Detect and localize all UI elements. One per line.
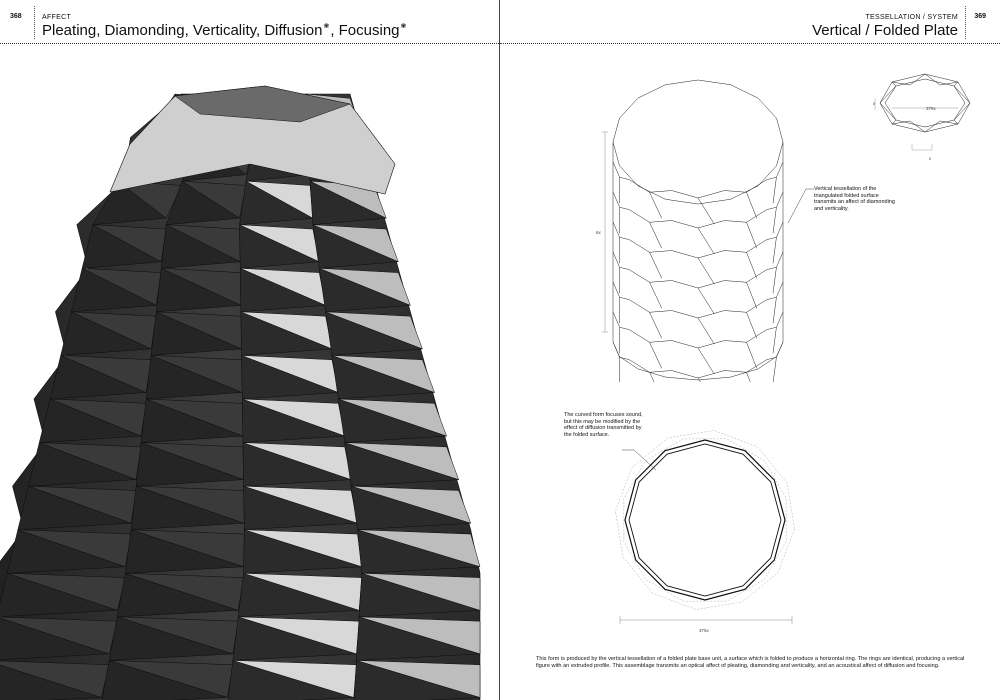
section-label: TESSELLATION / SYSTEM bbox=[865, 14, 958, 21]
header-separator bbox=[965, 6, 966, 39]
page-number-right: 369 bbox=[974, 13, 986, 20]
plan-width-dimension-line bbox=[618, 614, 794, 626]
height-dimension: 6x bbox=[596, 230, 601, 235]
ring-section-drawing bbox=[870, 68, 980, 168]
caption-leader bbox=[786, 186, 816, 226]
page-title bbox=[42, 22, 407, 39]
folded-tower-render bbox=[0, 44, 499, 700]
cylinder-elevation-drawing bbox=[598, 72, 798, 382]
ring-depth-dimension: x bbox=[873, 101, 876, 106]
page-number-left: 368 bbox=[10, 13, 22, 20]
height-dimension-line bbox=[600, 130, 610, 335]
ring-plan-drawing bbox=[610, 420, 800, 620]
title-part-2: , Focusing bbox=[330, 22, 400, 39]
body-paragraph: This form is produced by the vertical tessellation of a folded plate base unit, a surface which is folded to produce a horizontal ring. The rings are identical, producing a vertical figure with an extruded profile. This assemblage transmits an optical affect of pleating, diamonding and verticality, and an acoustical affect of diffusion and focusing. bbox=[536, 656, 965, 670]
page-title: Vertical / Folded Plate bbox=[812, 22, 958, 39]
title-part-1: Pleating, Diamonding, Verticality, Diffusion bbox=[42, 22, 323, 39]
header-rule bbox=[500, 43, 1000, 44]
caption-curved: The curved form focuses sound, but this may be modified by the effect of diffusion transmitted by the folded surface. bbox=[564, 412, 643, 438]
header-separator bbox=[34, 6, 35, 39]
ring-width-dimension: x bbox=[929, 156, 932, 161]
plan-width-dimension: 375x bbox=[699, 628, 709, 633]
ring-small-dimension: 375x bbox=[926, 106, 936, 111]
caption-vertical: Vertical tessellation of the triangulated folded surface transmits an affect of diamonding and verticality. bbox=[814, 186, 895, 212]
sound-wave-icon: ❀ bbox=[400, 23, 407, 30]
section-label: AFFECT bbox=[42, 14, 72, 21]
sound-wave-icon: ❀ bbox=[323, 23, 330, 30]
